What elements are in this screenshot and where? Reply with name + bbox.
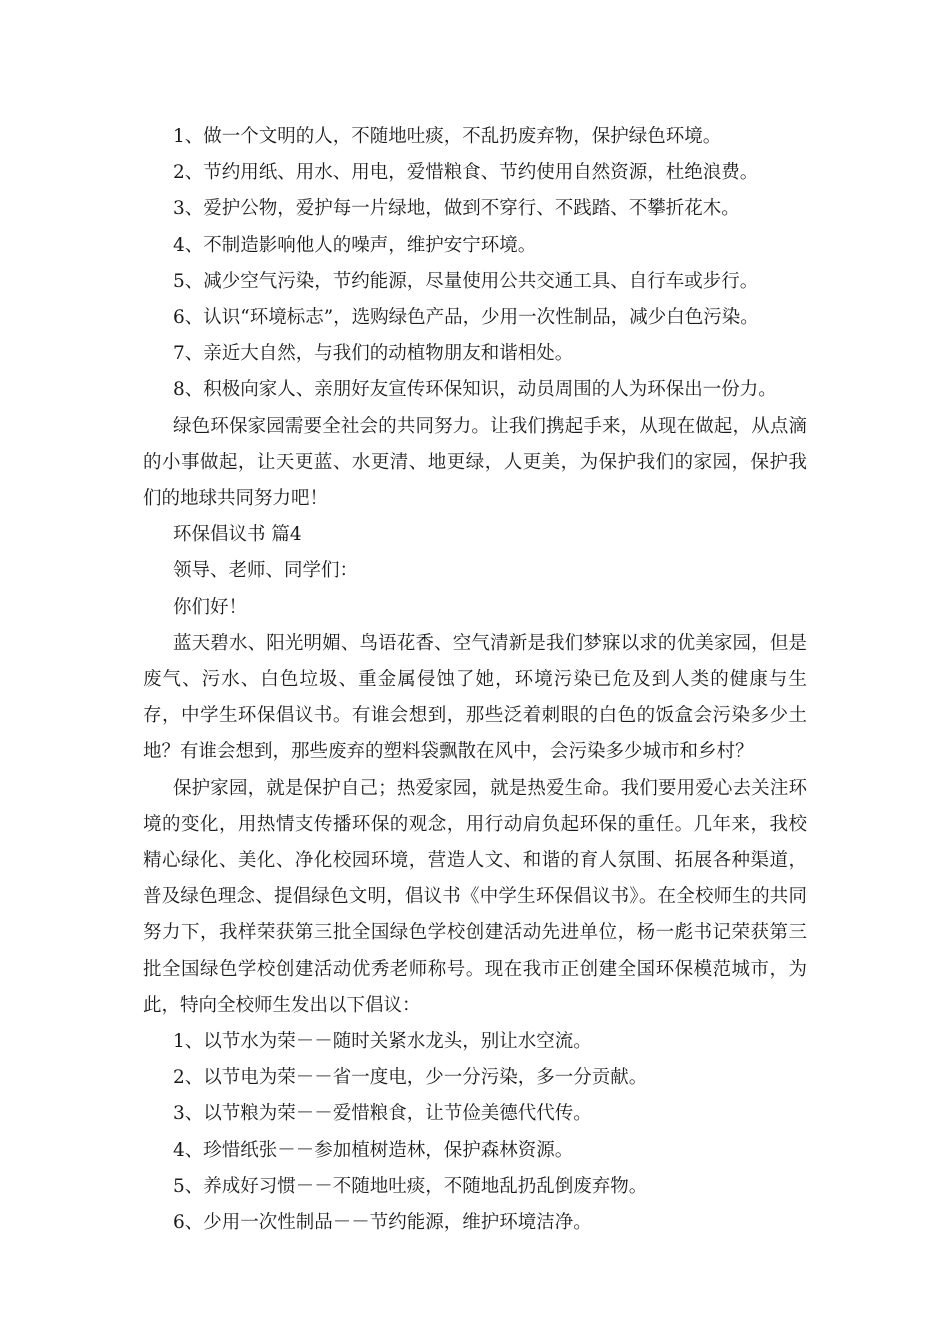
list-item: 1、以节水为荣－－随时关紧水龙头，别让水空流。: [173, 1031, 592, 1053]
list-item: 2、节约用纸、用水、用电，爱惜粮食、节约使用自然资源，杜绝浪费。: [173, 162, 759, 184]
body-paragraph: 蓝天碧水、阳光明媚、鸟语花香、空气清新是我们梦寐以求的优美家园，但是废气、污水、白色垃圾、重金属侵蚀了她，环境污染已危及到人类的健康与生存，中学生环保倡议书。有谁会想到，那些泛着刺眼的白色的饭盒会污染多少土地？有谁会想到，那些废弃的塑料袋飘散在风中，会污染多少城市和乡村？: [143, 632, 807, 763]
list-item: 5、养成好习惯－－不随地吐痰，不随地乱扔乱倒废弃物。: [173, 1175, 648, 1197]
list-item: 7、亲近大自然，与我们的动植物朋友和谐相处。: [173, 343, 574, 365]
list-item: 3、以节粮为荣－－爱惜粮食，让节俭美德代代传。: [173, 1103, 592, 1125]
list-item: 6、认识“环境标志”，选购绿色产品，少用一次性制品，减少白色污染。: [173, 307, 759, 329]
list-item: 3、爱护公物，爱护每一片绿地，做到不穿行、不践踏、不攀折花木。: [173, 198, 740, 220]
list-item: 6、少用一次性制品－－节约能源，维护环境洁净。: [173, 1212, 592, 1234]
body-paragraph: 保护家园，就是保护自己；热爱家园，就是热爱生命。我们要用爱心去关注环境的变化，用热情支传播环保的观念，用行动肩负起环保的重任。几年来，我校精心绿化、美化、净化校园环境，营造人文、和谐的育人氛围、拓展各种渠道，普及绿色理念、提倡绿色文明，倡议书《中学生环保倡议书》。在全校师生的共同努力下，我样荣获第三批全国绿色学校创建活动先进单位，杨一彪书记荣获第三批全国绿色学校创建活动优秀老师称号。现在我市正创建全国环保模范城市，为此，特向全校师生发出以下倡议：: [143, 777, 807, 1016]
list-item: 5、减少空气污染，节约能源，尽量使用公共交通工具、自行车或步行。: [173, 270, 759, 292]
list-item: 4、珍惜纸张－－参加植树造林，保护森林资源。: [173, 1139, 574, 1161]
closing-paragraph: 绿色环保家园需要全社会的共同努力。让我们携起手来，从现在做起，从点滴的小事做起，让天更蓝、水更清、地更绿，人更美，为保护我们的家园，保护我们的地球共同努力吧！: [143, 415, 807, 510]
greeting: 你们好！: [173, 596, 248, 618]
list-item: 2、以节电为荣－－省一度电，少一分污染，多一分贡献。: [173, 1067, 648, 1089]
list-item: 8、积极向家人、亲朋好友宣传环保知识，动员周围的人为环保出一份力。: [173, 379, 777, 401]
document-page: [143, 119, 807, 1241]
list-item: 1、做一个文明的人，不随地吐痰，不乱扔废弃物，保护绿色环境。: [173, 126, 722, 147]
section-title: 环保倡议书 篇4: [173, 524, 302, 546]
salutation: 领导、老师、同学们：: [173, 560, 359, 582]
list-item: 4、不制造影响他人的噪声，维护安宁环境。: [173, 234, 537, 256]
